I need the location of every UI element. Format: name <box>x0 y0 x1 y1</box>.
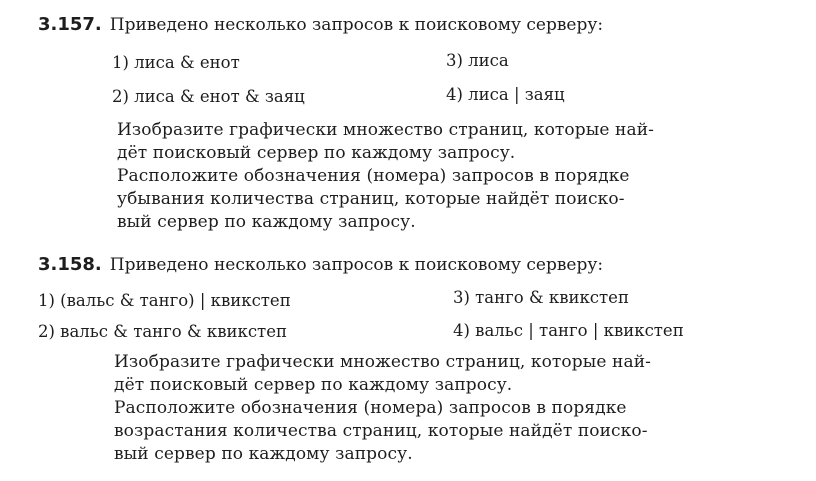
text-line: дёт поисковый сервер по каждому запросу. <box>114 375 513 395</box>
problem-3158-heading <box>38 254 603 276</box>
text-line: Расположите обозначения (номера) запросов в порядке <box>114 398 627 418</box>
query-2: 2) лиса & енот & заяц <box>112 87 305 106</box>
text-line: вый сервер по каждому запросу. <box>117 212 416 232</box>
problem-number: 3.157. <box>38 14 102 35</box>
text-line: возрастания количества страниц, которые найдёт поиско- <box>114 421 648 441</box>
query-3: 3) лиса <box>446 51 509 70</box>
problem-intro: Приведено несколько запросов к поисковому серверу: <box>109 255 604 275</box>
problem-intro: Приведено несколько запросов к поисковому серверу: <box>109 15 604 35</box>
query-1: 1) лиса & енот <box>112 53 240 72</box>
text-line: Изобразите графически множество страниц, которые най- <box>114 352 651 372</box>
problem-number: 3.158. <box>38 254 102 275</box>
text-line: Изобразите графически множество страниц, которые най- <box>117 120 654 140</box>
query-2: 2) вальс & танго & квикстеп <box>38 322 287 341</box>
text-line: Расположите обозначения (номера) запросов в порядке <box>117 166 630 186</box>
query-4: 4) лиса | заяц <box>446 85 565 104</box>
query-1: 1) (вальс & танго) | квикстеп <box>38 291 291 310</box>
text-line: убывания количества страниц, которые найдёт поиско- <box>117 189 625 209</box>
problem-3157-heading <box>38 14 603 36</box>
text-line: дёт поисковый сервер по каждому запросу. <box>117 143 516 163</box>
text-line: вый сервер по каждому запросу. <box>114 444 413 464</box>
query-3: 3) танго & квикстеп <box>453 288 629 307</box>
query-4: 4) вальс | танго | квикстеп <box>453 321 684 340</box>
